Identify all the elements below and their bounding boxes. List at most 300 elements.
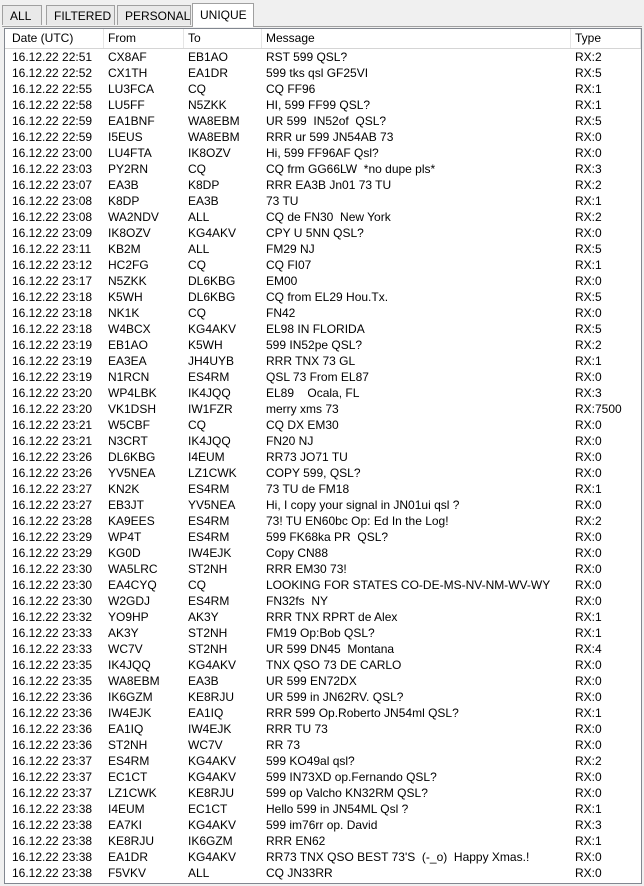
cell-date: 16.12.22 23:37 bbox=[12, 770, 93, 784]
cell-type: RX:1 bbox=[575, 258, 602, 272]
cell-type: RX:0 bbox=[575, 674, 602, 688]
table-row[interactable] bbox=[5, 497, 641, 513]
cell-from: NK1K bbox=[108, 306, 140, 320]
table-row[interactable] bbox=[5, 353, 641, 369]
cell-message: 599 tks qsl GF25VI bbox=[266, 66, 369, 80]
cell-message: CQ FF96 bbox=[266, 82, 316, 96]
cell-to: ST2NH bbox=[188, 562, 228, 576]
table-row[interactable] bbox=[5, 577, 641, 593]
cell-from: EA1DR bbox=[108, 850, 149, 864]
cell-type: RX:0 bbox=[575, 450, 602, 464]
table-row[interactable] bbox=[5, 337, 641, 353]
cell-type: RX:4 bbox=[575, 642, 602, 656]
cell-from: EA1IQ bbox=[108, 722, 144, 736]
cell-to: KE8RJU bbox=[188, 690, 235, 704]
cell-type: RX:0 bbox=[575, 770, 602, 784]
cell-date: 16.12.22 23:19 bbox=[12, 354, 93, 368]
cell-type: RX:0 bbox=[575, 546, 602, 560]
cell-type: RX:5 bbox=[575, 242, 602, 256]
cell-message: EL89 Ocala, FL bbox=[266, 386, 360, 400]
cell-to: N5ZKK bbox=[188, 98, 227, 112]
cell-to: KG4AKV bbox=[188, 818, 237, 832]
cell-to: ES4RM bbox=[188, 514, 230, 528]
cell-type: RX:5 bbox=[575, 114, 602, 128]
column-header-type[interactable]: Type bbox=[571, 29, 641, 48]
table-row[interactable] bbox=[5, 177, 641, 193]
cell-from: K8DP bbox=[108, 194, 140, 208]
cell-from: KA9EES bbox=[108, 514, 155, 528]
cell-from: CX8AF bbox=[108, 50, 147, 64]
table-row[interactable] bbox=[5, 225, 641, 241]
cell-message: RRR TNX 73 GL bbox=[266, 354, 356, 368]
cell-type: RX:2 bbox=[575, 514, 602, 528]
cell-to: KG4AKV bbox=[188, 754, 237, 768]
column-header-message[interactable]: Message bbox=[262, 29, 571, 48]
cell-from: N3CRT bbox=[108, 434, 148, 448]
cell-from: N5ZKK bbox=[108, 274, 147, 288]
cell-to: WA8EBM bbox=[188, 114, 240, 128]
cell-message: CQ frm GG66LW *no dupe pls* bbox=[266, 162, 436, 176]
cell-date: 16.12.22 23:33 bbox=[12, 642, 93, 656]
cell-type: RX:3 bbox=[575, 818, 602, 832]
cell-to: DL6KBG bbox=[188, 290, 236, 304]
cell-from: F5VKV bbox=[108, 866, 147, 880]
cell-type: RX:5 bbox=[575, 290, 602, 304]
cell-type: RX:2 bbox=[575, 210, 602, 224]
cell-date: 16.12.22 23:30 bbox=[12, 594, 93, 608]
cell-from: EA4CYQ bbox=[108, 578, 157, 592]
cell-message: Copy CN88 bbox=[266, 546, 329, 560]
cell-from: W5CBF bbox=[108, 418, 150, 432]
cell-date: 16.12.22 23:37 bbox=[12, 754, 93, 768]
cell-to: KE8RJU bbox=[188, 786, 235, 800]
cell-date: 16.12.22 23:38 bbox=[12, 802, 93, 816]
cell-message: 599 FK68ka PR QSL? bbox=[266, 530, 389, 544]
cell-type: RX:0 bbox=[575, 370, 602, 384]
cell-message: TNX QSO 73 DE CARLO bbox=[266, 658, 402, 672]
cell-type: RX:1 bbox=[575, 82, 602, 96]
cell-type: RX:0 bbox=[575, 658, 602, 672]
cell-message: 73 TU de FM18 bbox=[266, 482, 350, 496]
cell-date: 16.12.22 23:30 bbox=[12, 578, 93, 592]
cell-date: 16.12.22 23:36 bbox=[12, 706, 93, 720]
cell-message: RRR EM30 73! bbox=[266, 562, 347, 576]
cell-to: YV5NEA bbox=[188, 498, 236, 512]
table-row[interactable] bbox=[5, 97, 641, 113]
cell-to: ES4RM bbox=[188, 482, 230, 496]
cell-from: WA8EBM bbox=[108, 674, 160, 688]
cell-from: WA5LRC bbox=[108, 562, 158, 576]
cell-date: 16.12.22 22:52 bbox=[12, 66, 93, 80]
cell-message: Hi, I copy your signal in JN01ui qsl ? bbox=[266, 498, 460, 512]
cell-message: RRR EN62 bbox=[266, 834, 326, 848]
cell-type: RX:0 bbox=[575, 850, 602, 864]
cell-to: LZ1CWK bbox=[188, 466, 237, 480]
cell-message: 73! TU EN60bc Op: Ed In the Log! bbox=[266, 514, 449, 528]
cell-message: CPY U 5NN QSL? bbox=[266, 226, 364, 240]
cell-from: WP4T bbox=[108, 530, 142, 544]
table-row[interactable] bbox=[5, 145, 641, 161]
table-row[interactable] bbox=[5, 641, 641, 657]
cell-type: RX:0 bbox=[575, 146, 602, 160]
table-row[interactable] bbox=[5, 625, 641, 641]
cell-date: 16.12.22 23:27 bbox=[12, 482, 93, 496]
cell-message: UR 599 EN72DX bbox=[266, 674, 357, 688]
cell-message: Hello 599 in JN54ML Qsl ? bbox=[266, 802, 409, 816]
cell-from: IK8OZV bbox=[108, 226, 151, 240]
cell-type: RX:0 bbox=[575, 498, 602, 512]
cell-to: ES4RM bbox=[188, 370, 230, 384]
cell-type: RX:0 bbox=[575, 274, 602, 288]
cell-date: 16.12.22 23:28 bbox=[12, 514, 93, 528]
cell-type: RX:1 bbox=[575, 706, 602, 720]
cell-message: 73 TU bbox=[266, 194, 299, 208]
cell-date: 16.12.22 23:29 bbox=[12, 530, 93, 544]
cell-date: 16.12.22 22:59 bbox=[12, 130, 93, 144]
cell-date: 16.12.22 23:27 bbox=[12, 498, 93, 512]
table-row[interactable] bbox=[5, 193, 641, 209]
cell-to: KG4AKV bbox=[188, 770, 237, 784]
cell-type: RX:0 bbox=[575, 466, 602, 480]
cell-to: CQ bbox=[188, 578, 206, 592]
cell-to: EB1AO bbox=[188, 50, 229, 64]
cell-date: 16.12.22 23:09 bbox=[12, 226, 93, 240]
cell-type: RX:0 bbox=[575, 594, 602, 608]
cell-to: CQ bbox=[188, 162, 206, 176]
tab-unique[interactable]: UNIQUE bbox=[192, 3, 254, 27]
cell-message: LOOKING FOR STATES CO-DE-MS-NV-NM-WV-WY bbox=[266, 578, 551, 592]
table-row[interactable] bbox=[5, 737, 641, 753]
cell-to: ALL bbox=[188, 242, 210, 256]
cell-from: EB1AO bbox=[108, 338, 149, 352]
cell-from: KE8RJU bbox=[108, 834, 155, 848]
table-row[interactable] bbox=[5, 49, 641, 65]
cell-message: COPY 599, QSL? bbox=[266, 466, 361, 480]
cell-message: CQ FI07 bbox=[266, 258, 312, 272]
cell-from: LU3FCA bbox=[108, 82, 155, 96]
table-row[interactable] bbox=[5, 113, 641, 129]
cell-date: 16.12.22 23:33 bbox=[12, 626, 93, 640]
cell-date: 16.12.22 22:59 bbox=[12, 114, 93, 128]
cell-to: KG4AKV bbox=[188, 850, 237, 864]
cell-from: PY2RN bbox=[108, 162, 149, 176]
table-row[interactable] bbox=[5, 609, 641, 625]
cell-to: WA8EBM bbox=[188, 130, 240, 144]
cell-type: RX:5 bbox=[575, 66, 602, 80]
cell-to: AK3Y bbox=[188, 610, 219, 624]
cell-date: 16.12.22 23:07 bbox=[12, 178, 93, 192]
cell-date: 16.12.22 23:26 bbox=[12, 450, 93, 464]
cell-to: ST2NH bbox=[188, 642, 228, 656]
cell-to: JH4UYB bbox=[188, 354, 235, 368]
cell-from: EA3B bbox=[108, 178, 139, 192]
cell-type: RX:1 bbox=[575, 194, 602, 208]
cell-date: 16.12.22 23:21 bbox=[12, 434, 93, 448]
cell-to: ALL bbox=[188, 866, 210, 880]
cell-from: IK4JQQ bbox=[108, 658, 151, 672]
cell-message: merry xms 73 bbox=[266, 402, 339, 416]
cell-message: UR 599 DN45 Montana bbox=[266, 642, 395, 656]
table-row[interactable] bbox=[5, 65, 641, 81]
table-row[interactable] bbox=[5, 81, 641, 97]
column-header-from[interactable]: From bbox=[104, 29, 184, 48]
cell-date: 16.12.22 23:38 bbox=[12, 834, 93, 848]
table-row[interactable] bbox=[5, 561, 641, 577]
cell-to: DL6KBG bbox=[188, 274, 236, 288]
cell-message: 599 KO49al qsl? bbox=[266, 754, 355, 768]
cell-from: EC1CT bbox=[108, 770, 148, 784]
table-row[interactable] bbox=[5, 529, 641, 545]
cell-to: IK8OZV bbox=[188, 146, 231, 160]
cell-date: 16.12.22 23:18 bbox=[12, 322, 93, 336]
cell-message: EL98 IN FLORIDA bbox=[266, 322, 365, 336]
table-row[interactable] bbox=[5, 449, 641, 465]
cell-type: RX:0 bbox=[575, 226, 602, 240]
cell-type: RX:1 bbox=[575, 802, 602, 816]
table-row[interactable] bbox=[5, 401, 641, 417]
cell-from: ES4RM bbox=[108, 754, 150, 768]
table-row[interactable] bbox=[5, 753, 641, 769]
cell-to: ES4RM bbox=[188, 594, 230, 608]
cell-date: 16.12.22 23:38 bbox=[12, 850, 93, 864]
cell-to: ST2NH bbox=[188, 626, 228, 640]
cell-to: IK6GZM bbox=[188, 834, 233, 848]
cell-type: RX:2 bbox=[575, 338, 602, 352]
table-row[interactable] bbox=[5, 673, 641, 689]
cell-date: 16.12.22 23:26 bbox=[12, 466, 93, 480]
cell-type: RX:0 bbox=[575, 562, 602, 576]
cell-type: RX:0 bbox=[575, 786, 602, 800]
cell-to: EA3B bbox=[188, 194, 219, 208]
cell-message: FM29 NJ bbox=[266, 242, 315, 256]
cell-from: EA3EA bbox=[108, 354, 147, 368]
table-body bbox=[5, 49, 641, 881]
cell-type: RX:7500 bbox=[575, 402, 622, 416]
tab-all[interactable]: ALL bbox=[2, 5, 42, 25]
cell-from: CX1TH bbox=[108, 66, 148, 80]
table-header bbox=[5, 29, 641, 49]
cell-from: EB3JT bbox=[108, 498, 145, 512]
cell-type: RX:1 bbox=[575, 834, 602, 848]
cell-message: 599 op Valcho KN32RM QSL? bbox=[266, 786, 428, 800]
table-row[interactable] bbox=[5, 785, 641, 801]
cell-from: I5EUS bbox=[108, 130, 143, 144]
cell-type: RX:3 bbox=[575, 162, 602, 176]
table-row[interactable] bbox=[5, 257, 641, 273]
cell-message: RRR ur 599 JN54AB 73 bbox=[266, 130, 394, 144]
table-row[interactable] bbox=[5, 513, 641, 529]
cell-date: 16.12.22 23:21 bbox=[12, 418, 93, 432]
cell-date: 16.12.22 23:37 bbox=[12, 786, 93, 800]
cell-message: RR73 JO71 TU bbox=[266, 450, 348, 464]
cell-from: N1RCN bbox=[108, 370, 150, 384]
cell-from: ST2NH bbox=[108, 738, 148, 752]
cell-date: 16.12.22 23:35 bbox=[12, 658, 93, 672]
cell-type: RX:1 bbox=[575, 482, 602, 496]
column-header-to[interactable]: To bbox=[184, 29, 262, 48]
cell-from: WP4LBK bbox=[108, 386, 157, 400]
cell-message: RRR TU 73 bbox=[266, 722, 328, 736]
cell-from: IK6GZM bbox=[108, 690, 153, 704]
cell-from: EA1BNF bbox=[108, 114, 155, 128]
table-row[interactable] bbox=[5, 721, 641, 737]
table-row[interactable] bbox=[5, 801, 641, 817]
table-row[interactable] bbox=[5, 833, 641, 849]
table-row[interactable] bbox=[5, 385, 641, 401]
cell-to: IW1FZR bbox=[188, 402, 233, 416]
cell-date: 16.12.22 23:38 bbox=[12, 818, 93, 832]
cell-to: IW4EJK bbox=[188, 722, 232, 736]
table-row[interactable] bbox=[5, 545, 641, 561]
table-row[interactable] bbox=[5, 593, 641, 609]
cell-date: 16.12.22 23:19 bbox=[12, 370, 93, 384]
cell-message: FN42 bbox=[266, 306, 296, 320]
cell-date: 16.12.22 23:20 bbox=[12, 402, 93, 416]
cell-message: RR73 TNX QSO BEST 73'S (-_o) Happy Xmas.! bbox=[266, 850, 530, 864]
cell-to: ALL bbox=[188, 210, 210, 224]
cell-to: EA1IQ bbox=[188, 706, 224, 720]
table-row[interactable] bbox=[5, 321, 641, 337]
tab-personal[interactable]: PERSONAL bbox=[117, 5, 191, 25]
table-row[interactable] bbox=[5, 705, 641, 721]
cell-message: FN20 NJ bbox=[266, 434, 314, 448]
cell-message: UR 599 in JN62RV. QSL? bbox=[266, 690, 404, 704]
cell-date: 16.12.22 23:19 bbox=[12, 338, 93, 352]
cell-date: 16.12.22 23:29 bbox=[12, 546, 93, 560]
table-row[interactable] bbox=[5, 273, 641, 289]
cell-to: EA3B bbox=[188, 674, 219, 688]
cell-message: CQ JN33RR bbox=[266, 866, 333, 880]
cell-date: 16.12.22 23:00 bbox=[12, 146, 93, 160]
cell-type: RX:0 bbox=[575, 130, 602, 144]
table-row[interactable] bbox=[5, 849, 641, 865]
cell-type: RX:2 bbox=[575, 178, 602, 192]
cell-type: RX:3 bbox=[575, 386, 602, 400]
cell-date: 16.12.22 22:51 bbox=[12, 50, 93, 64]
table-row[interactable] bbox=[5, 769, 641, 785]
cell-type: RX:0 bbox=[575, 690, 602, 704]
cell-message: UR 599 IN52of QSL? bbox=[266, 114, 387, 128]
cell-from: W4BCX bbox=[108, 322, 151, 336]
cell-type: RX:1 bbox=[575, 626, 602, 640]
cell-from: YO9HP bbox=[108, 610, 149, 624]
cell-to: EA1DR bbox=[188, 66, 229, 80]
cell-type: RX:0 bbox=[575, 722, 602, 736]
column-header-date[interactable]: Date (UTC) bbox=[8, 29, 104, 48]
table-row[interactable] bbox=[5, 657, 641, 673]
cell-date: 16.12.22 23:03 bbox=[12, 162, 93, 176]
cell-date: 16.12.22 23:12 bbox=[12, 258, 93, 272]
cell-type: RX:1 bbox=[575, 610, 602, 624]
cell-message: FN32fs NY bbox=[266, 594, 329, 608]
cell-message: 599 im76rr op. David bbox=[266, 818, 378, 832]
table-row[interactable] bbox=[5, 817, 641, 833]
cell-type: RX:0 bbox=[575, 434, 602, 448]
table-row[interactable] bbox=[5, 161, 641, 177]
tab-divider bbox=[2, 26, 642, 27]
cell-from: WC7V bbox=[108, 642, 143, 656]
table-row[interactable] bbox=[5, 289, 641, 305]
cell-from: K5WH bbox=[108, 290, 143, 304]
cell-date: 16.12.22 23:38 bbox=[12, 866, 93, 880]
table-row[interactable] bbox=[5, 865, 641, 881]
cell-message: CQ from EL29 Hou.Tx. bbox=[266, 290, 389, 304]
cell-type: RX:0 bbox=[575, 578, 602, 592]
cell-from: I4EUM bbox=[108, 802, 145, 816]
cell-date: 16.12.22 23:30 bbox=[12, 562, 93, 576]
cell-message: CQ de FN30 New York bbox=[266, 210, 391, 224]
tab-filtered[interactable]: FILTERED bbox=[46, 5, 115, 25]
table-row[interactable] bbox=[5, 369, 641, 385]
cell-message: RRR TNX RPRT de Alex bbox=[266, 610, 398, 624]
cell-to: IW4EJK bbox=[188, 546, 232, 560]
cell-to: EC1CT bbox=[188, 802, 228, 816]
table-row[interactable] bbox=[5, 305, 641, 321]
cell-message: FM19 Op:Bob QSL? bbox=[266, 626, 375, 640]
table-row[interactable] bbox=[5, 209, 641, 225]
cell-to: K8DP bbox=[188, 178, 220, 192]
table-row[interactable] bbox=[5, 433, 641, 449]
cell-type: RX:2 bbox=[575, 754, 602, 768]
cell-to: K5WH bbox=[188, 338, 223, 352]
cell-type: RX:0 bbox=[575, 866, 602, 880]
table-row[interactable] bbox=[5, 241, 641, 257]
cell-to: KG4AKV bbox=[188, 658, 237, 672]
cell-date: 16.12.22 23:18 bbox=[12, 290, 93, 304]
cell-from: WA2NDV bbox=[108, 210, 159, 224]
cell-date: 16.12.22 23:20 bbox=[12, 386, 93, 400]
cell-to: CQ bbox=[188, 82, 206, 96]
messages-table bbox=[4, 28, 642, 884]
cell-message: HI, 599 FF99 QSL? bbox=[266, 98, 371, 112]
table-row[interactable] bbox=[5, 129, 641, 145]
cell-to: IK4JQQ bbox=[188, 386, 231, 400]
cell-date: 16.12.22 23:11 bbox=[12, 242, 92, 256]
cell-from: DL6KBG bbox=[108, 450, 156, 464]
cell-type: RX:1 bbox=[575, 98, 602, 112]
table-row[interactable] bbox=[5, 689, 641, 705]
cell-date: 16.12.22 23:08 bbox=[12, 194, 93, 208]
cell-message: RST 599 QSL? bbox=[266, 50, 348, 64]
cell-from: KB2M bbox=[108, 242, 141, 256]
cell-to: CQ bbox=[188, 418, 206, 432]
cell-date: 16.12.22 23:36 bbox=[12, 738, 93, 752]
cell-message: 599 IN73XD op.Fernando QSL? bbox=[266, 770, 437, 784]
cell-type: RX:5 bbox=[575, 322, 602, 336]
cell-message: RRR EA3B Jn01 73 TU bbox=[266, 178, 392, 192]
cell-date: 16.12.22 23:36 bbox=[12, 722, 93, 736]
cell-to: I4EUM bbox=[188, 450, 225, 464]
cell-message: CQ DX EM30 bbox=[266, 418, 339, 432]
cell-date: 16.12.22 23:32 bbox=[12, 610, 93, 624]
cell-date: 16.12.22 23:08 bbox=[12, 210, 93, 224]
cell-date: 16.12.22 23:35 bbox=[12, 674, 93, 688]
table-row[interactable] bbox=[5, 417, 641, 433]
cell-date: 16.12.22 22:58 bbox=[12, 98, 93, 112]
cell-to: KG4AKV bbox=[188, 226, 237, 240]
cell-to: KG4AKV bbox=[188, 322, 237, 336]
cell-from: W2GDJ bbox=[108, 594, 150, 608]
cell-to: IK4JQQ bbox=[188, 434, 231, 448]
cell-message: EM00 bbox=[266, 274, 298, 288]
table-row[interactable] bbox=[5, 465, 641, 481]
cell-from: AK3Y bbox=[108, 626, 139, 640]
table-row[interactable] bbox=[5, 481, 641, 497]
cell-from: EA7KI bbox=[108, 818, 143, 832]
cell-from: IW4EJK bbox=[108, 706, 152, 720]
cell-type: RX:1 bbox=[575, 354, 602, 368]
cell-from: VK1DSH bbox=[108, 402, 157, 416]
